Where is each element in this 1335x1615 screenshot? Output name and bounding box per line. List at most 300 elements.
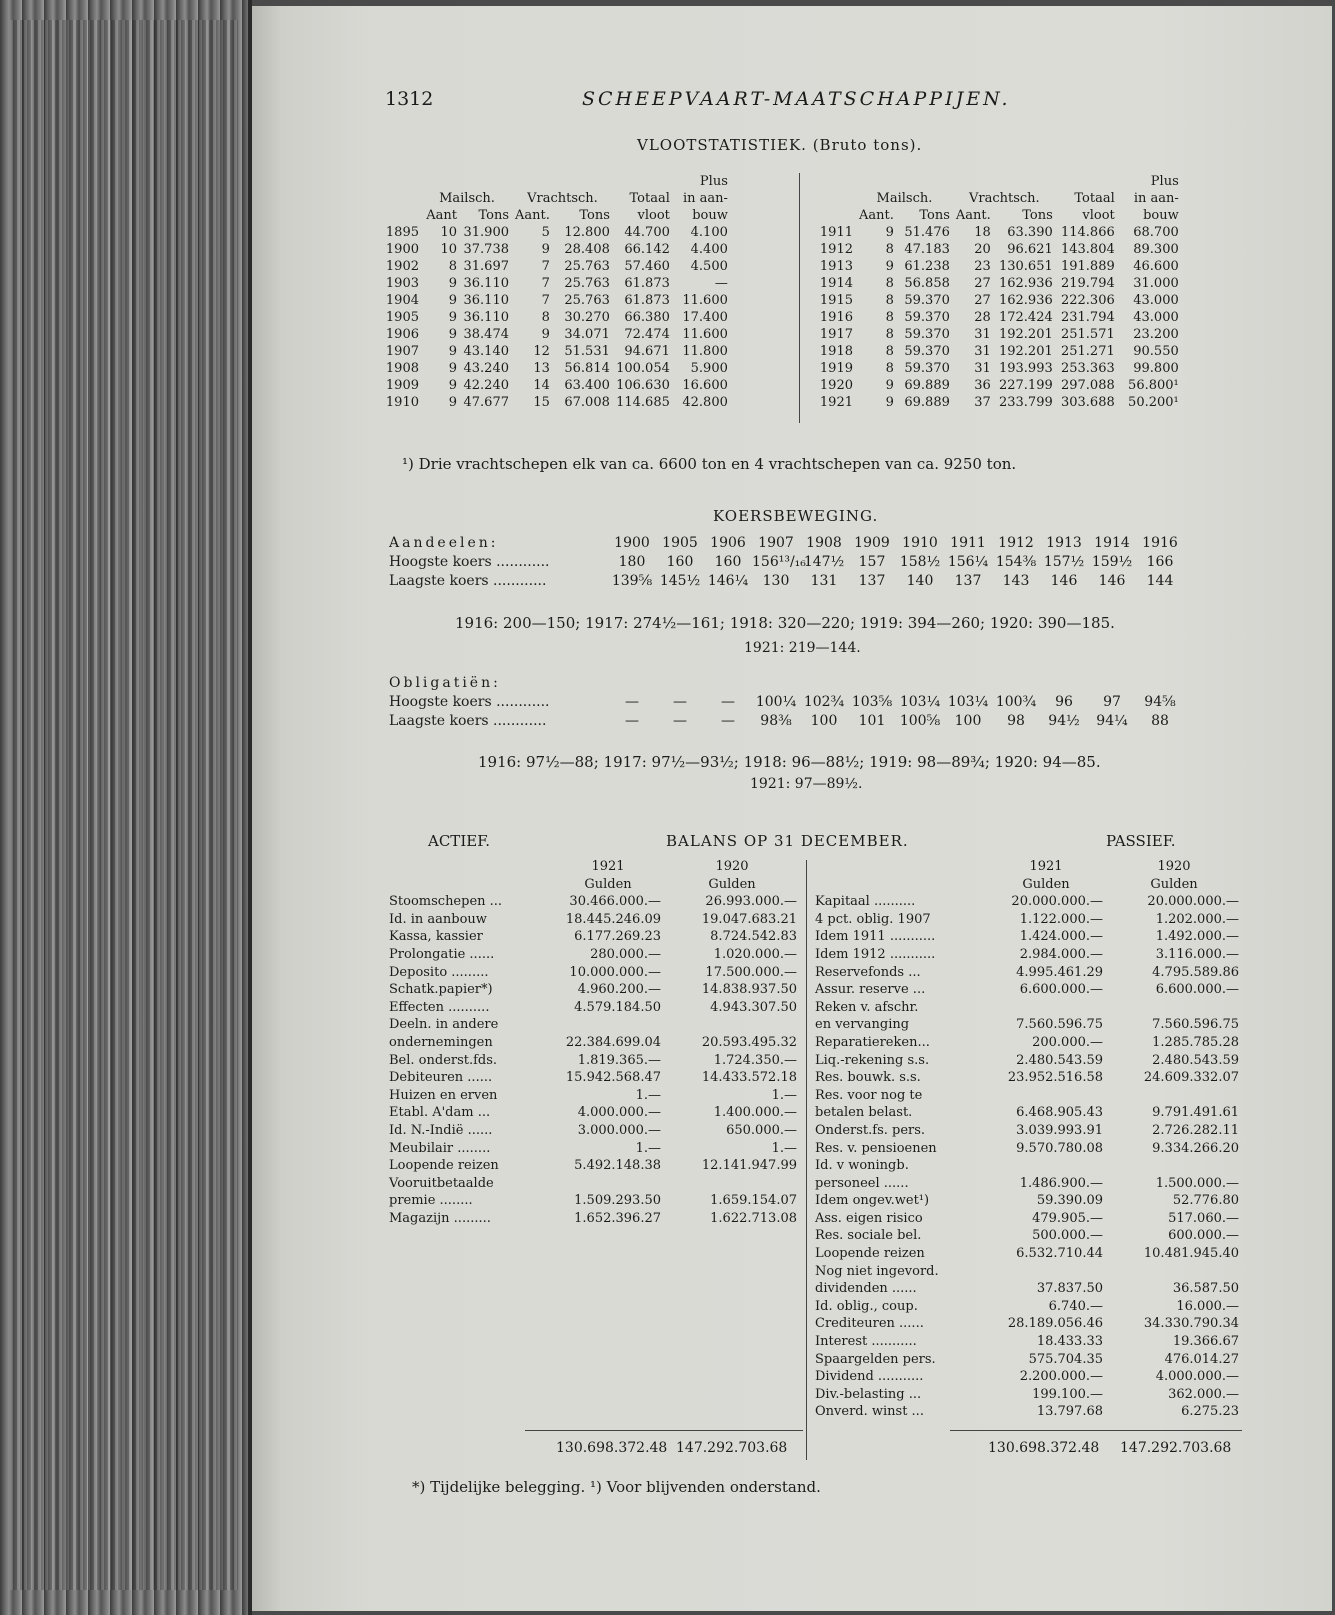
vloot-header-row: Mailsch. Vrachtsch. Totaal in aan- xyxy=(439,191,728,206)
vloot-row xyxy=(382,241,731,258)
passief-row xyxy=(812,1104,1242,1122)
actief-row xyxy=(386,1122,800,1140)
vloot-row xyxy=(812,241,1182,258)
value-cell: 51.531 xyxy=(564,344,610,359)
value-cell: 9 xyxy=(885,395,894,410)
value-1921: 6.177.269.23 xyxy=(574,929,661,945)
value-1920: 19.047.683.21 xyxy=(701,911,797,927)
actief-row xyxy=(386,946,800,964)
koers-cell: 146 xyxy=(1050,573,1078,589)
value-cell: 192.201 xyxy=(998,327,1053,342)
obligatien-koers-line: 1916: 97½—88; 1917: 97½—93½; 1918: 96—88½; 1919: 98—89¾; 1920: 94—85. xyxy=(478,753,1101,771)
passief-row xyxy=(812,1069,1242,1087)
koers-title: KOERSBEWEGING. xyxy=(713,507,879,525)
koers-cell: 1914 xyxy=(1094,535,1130,551)
koers-cell: 100⅝ xyxy=(899,713,941,729)
koers-cell: — xyxy=(673,694,687,710)
actief-row xyxy=(386,1157,800,1175)
value-cell: 297.088 xyxy=(1060,378,1115,393)
koers-cell: 140 xyxy=(906,573,934,589)
vloot-header-row: Aant Tons Aant. Tons vloot bouw xyxy=(426,208,728,223)
vloot-row xyxy=(812,394,1182,411)
value-cell: 14 xyxy=(533,378,550,393)
value-cell: 59.370 xyxy=(904,361,950,376)
value-cell: 59.370 xyxy=(904,293,950,308)
vloot-row xyxy=(382,343,731,360)
passief-row xyxy=(812,946,1242,964)
koers-cell: 156¹³/₁₆ xyxy=(752,554,806,570)
obligatien-label-row xyxy=(386,674,1184,693)
value-1921: 59.390.09 xyxy=(1036,1193,1103,1209)
value-cell: 7 xyxy=(541,259,550,274)
value-1920 xyxy=(664,1016,800,1034)
actief-table xyxy=(386,858,800,1227)
value-cell: 8 xyxy=(541,310,550,325)
passief-row xyxy=(812,1175,1242,1193)
actief-row xyxy=(386,911,800,929)
vloot-header-row: Plus xyxy=(1150,174,1179,189)
koers-cell: 147½ xyxy=(803,554,845,570)
koers-cell: 96 xyxy=(1055,694,1073,710)
value-1920: 1.492.000.— xyxy=(1155,929,1239,945)
balans-label: Id. v woningb. xyxy=(815,1158,909,1174)
value-cell: 100.054 xyxy=(616,361,670,376)
value-cell: 28 xyxy=(974,310,991,325)
value-cell: 36 xyxy=(974,378,991,393)
value-cell: 36.110 xyxy=(463,293,509,308)
year-cell: 1919 xyxy=(819,361,853,376)
koers-cell: 88 xyxy=(1151,713,1169,729)
koers-cell: 144 xyxy=(1146,573,1174,589)
value-1921: 3.039.993.91 xyxy=(1016,1122,1103,1138)
balans-label: premie ........ xyxy=(389,1193,473,1209)
value-cell: 38.474 xyxy=(463,327,509,342)
value-cell: 162.936 xyxy=(998,293,1053,308)
value-1920: 1.285.785.28 xyxy=(1152,1034,1239,1050)
value-cell: 66.380 xyxy=(624,310,670,325)
balans-label: Onverd. winst ... xyxy=(815,1404,924,1420)
koers-cell: 1916 xyxy=(1142,535,1178,551)
balans-label: Div.-belasting ... xyxy=(815,1386,922,1402)
value-cell: 9 xyxy=(448,344,457,359)
passief-row xyxy=(812,1016,1242,1034)
value-cell: 9 xyxy=(541,327,550,342)
value-cell: 233.799 xyxy=(998,395,1053,410)
vloot-row xyxy=(812,326,1182,343)
value-cell: 9 xyxy=(448,310,457,325)
koers-cell: 131 xyxy=(810,573,838,589)
balans-label: Etabl. A'dam ... xyxy=(389,1105,491,1121)
value-cell: 9 xyxy=(448,327,457,342)
value-cell: 227.199 xyxy=(998,378,1053,393)
passief-row xyxy=(812,928,1242,946)
balans-label: Res. v. pensioenen xyxy=(815,1140,937,1156)
vloot-row xyxy=(812,224,1182,241)
value-cell: — xyxy=(714,276,728,291)
balans-label: Bel. onderst.fds. xyxy=(389,1052,498,1068)
vloot-row xyxy=(382,258,731,275)
obligatien-laag-row: Laagste koers ............ — — — 98⅜ 100 101 100⅝ 100 98 94½ 94¼ 88 xyxy=(386,712,1184,731)
koers-cell: 103¼ xyxy=(899,694,941,710)
value-cell: 8 xyxy=(885,276,894,291)
value-1920: 3.116.000.— xyxy=(1155,946,1239,962)
value-cell: 37.738 xyxy=(463,242,509,257)
value-cell: 9 xyxy=(448,293,457,308)
obligatien-table xyxy=(386,674,1184,731)
vloot-header-row: Aant. Tons Aant. Tons vloot bouw xyxy=(859,208,1179,223)
value-1920: 1.400.000.— xyxy=(713,1105,797,1121)
koers-cell: 154⅜ xyxy=(995,554,1037,570)
value-1921: 7.560.596.75 xyxy=(1016,1017,1103,1033)
value-1921: 1.509.293.50 xyxy=(574,1193,661,1209)
value-cell: 15 xyxy=(533,395,550,410)
actief-row xyxy=(386,981,800,999)
value-cell: 11.600 xyxy=(682,293,728,308)
passief-row xyxy=(812,1210,1242,1228)
value-1920: 12.141.947.99 xyxy=(701,1158,797,1174)
koers-cell: 139⅝ xyxy=(611,573,653,589)
year-cell: 1915 xyxy=(819,293,853,308)
value-1920: 6.275.23 xyxy=(1181,1404,1239,1420)
value-1920: 14.838.937.50 xyxy=(701,982,797,998)
koers-cell: 103⅝ xyxy=(851,694,893,710)
value-1920: 17.500.000.— xyxy=(705,964,797,980)
koers-cell: 102¾ xyxy=(803,694,845,710)
value-cell: 143.804 xyxy=(1060,242,1115,257)
koers-cell: 130 xyxy=(762,573,790,589)
value-cell: 219.794 xyxy=(1060,276,1115,291)
vloot-table-left xyxy=(382,173,731,411)
value-cell: 11.600 xyxy=(682,327,728,342)
value-cell: 51.476 xyxy=(904,225,950,240)
value-cell: 63.400 xyxy=(564,378,610,393)
vloot-header-row: Plus xyxy=(699,174,728,189)
koers-cell: 143 xyxy=(1002,573,1030,589)
value-cell: 25.763 xyxy=(564,259,610,274)
value-cell: 8 xyxy=(885,361,894,376)
value-cell: 31.000 xyxy=(1133,276,1179,291)
balans-label: 4 pct. oblig. 1907 xyxy=(815,911,931,927)
vloot-row xyxy=(812,258,1182,275)
koers-cell: 146¼ xyxy=(707,573,749,589)
value-cell: 8 xyxy=(885,242,894,257)
koers-cell: 94¼ xyxy=(1096,713,1128,729)
balans-label: Id. in aanbouw xyxy=(389,911,487,927)
vloot-row xyxy=(382,377,731,394)
value-cell: 59.370 xyxy=(904,310,950,325)
year-cell: 1903 xyxy=(385,276,419,291)
value-1921: 1.652.396.27 xyxy=(574,1210,661,1226)
koers-cell: 1911 xyxy=(950,535,986,551)
actief-row xyxy=(386,1052,800,1070)
value-cell: 10 xyxy=(440,225,457,240)
value-cell: 8 xyxy=(448,259,457,274)
balans-label: personeel ...... xyxy=(815,1175,909,1191)
value-cell: 130.651 xyxy=(998,259,1053,274)
koers-cell: 100¼ xyxy=(755,694,797,710)
book-spine xyxy=(0,0,252,1615)
actief-row xyxy=(386,1069,800,1087)
value-cell: 28.408 xyxy=(564,242,610,257)
vloot-row xyxy=(382,275,731,292)
value-1920: 6.600.000.— xyxy=(1155,982,1239,998)
value-1920: 1.724.350.— xyxy=(713,1052,797,1068)
value-1920 xyxy=(1106,999,1242,1017)
obligatien-label: Obligatiën: xyxy=(389,675,501,691)
balans-label: ondernemingen xyxy=(389,1034,493,1050)
value-cell: 12.800 xyxy=(564,225,610,240)
vloot-row xyxy=(382,394,731,411)
passief-title: PASSIEF. xyxy=(1106,832,1176,850)
koers-cell: 100 xyxy=(954,713,982,729)
value-cell: 114.866 xyxy=(1060,225,1115,240)
value-1920: 9.334.266.20 xyxy=(1152,1140,1239,1156)
value-cell: 46.600 xyxy=(1133,259,1179,274)
value-1921: 2.984.000.— xyxy=(1019,946,1103,962)
balans-label: Crediteuren ...... xyxy=(815,1316,924,1332)
value-cell: 9 xyxy=(448,361,457,376)
year-cell: 1910 xyxy=(385,395,419,410)
value-1921: 1.486.900.— xyxy=(1019,1175,1103,1191)
koers-cell: — xyxy=(721,713,735,729)
balans-label: Prolongatie ...... xyxy=(389,946,495,962)
koers-cell: 160 xyxy=(666,554,694,570)
value-cell: 114.685 xyxy=(616,395,670,410)
koers-cell: — xyxy=(673,713,687,729)
value-1920: 34.330.790.34 xyxy=(1143,1316,1239,1332)
balans-footnote: *) Tijdelijke belegging. ¹) Voor blijvenden onderstand. xyxy=(412,1478,821,1496)
value-cell: 9 xyxy=(885,225,894,240)
value-cell: 191.889 xyxy=(1060,259,1115,274)
value-1920: 20.000.000.— xyxy=(1147,894,1239,910)
value-cell: 69.889 xyxy=(904,395,950,410)
value-1921: 3.000.000.— xyxy=(577,1122,661,1138)
koers-cell: 166 xyxy=(1146,554,1174,570)
value-1921: 6.740.— xyxy=(1048,1298,1103,1314)
value-cell: 43.140 xyxy=(463,344,509,359)
value-1920: 476.014.27 xyxy=(1164,1351,1239,1367)
koers-cell: 158½ xyxy=(899,554,941,570)
balans-label: Id. N.-Indië ...... xyxy=(389,1122,493,1138)
value-1920: 19.366.67 xyxy=(1172,1334,1239,1350)
value-cell: 303.688 xyxy=(1060,395,1115,410)
koers-cell: 137 xyxy=(954,573,982,589)
page-number: 1312 xyxy=(385,88,434,110)
passief-row xyxy=(812,1333,1242,1351)
koers-cell: 156¼ xyxy=(947,554,989,570)
aandeelen-koers-line-2021: 1921: 219—144. xyxy=(744,640,861,656)
koers-cell: 1908 xyxy=(806,535,842,551)
value-cell: 43.240 xyxy=(463,361,509,376)
value-cell: 20 xyxy=(974,242,991,257)
year-cell: 1914 xyxy=(819,276,853,291)
passief-row xyxy=(812,893,1242,911)
value-cell: 251.571 xyxy=(1060,327,1115,342)
year-cell: 1913 xyxy=(819,259,853,274)
year-cell: 1905 xyxy=(385,310,419,325)
koers-cell: 94½ xyxy=(1048,713,1080,729)
vloot-row xyxy=(812,309,1182,326)
actief-year-row: 1921 1920 xyxy=(591,859,749,874)
value-cell: 25.763 xyxy=(564,276,610,291)
value-1921: 30.466.000.— xyxy=(569,894,661,910)
value-cell: 66.142 xyxy=(624,242,670,257)
value-cell: 18 xyxy=(974,225,991,240)
koers-cell: 101 xyxy=(858,713,886,729)
value-cell: 56.814 xyxy=(564,361,610,376)
value-cell: 34.071 xyxy=(564,327,610,342)
balans-label: Id. oblig., coup. xyxy=(815,1298,918,1314)
aandeelen-hoog-row: Hoogste koers ............ 180 160 160 156¹³/₁₆ 147½ 157 158½ 156¼ 154⅜ 157½ 159½ 166 xyxy=(386,553,1184,572)
balans-label: Ass. eigen risico xyxy=(815,1210,923,1226)
value-1920: 36.587.50 xyxy=(1172,1281,1239,1297)
value-cell: 172.424 xyxy=(998,310,1053,325)
value-cell: 31.900 xyxy=(463,225,509,240)
koers-cell: 137 xyxy=(858,573,886,589)
value-cell: 47.677 xyxy=(463,395,509,410)
value-1921: 200.000.— xyxy=(1032,1034,1103,1050)
aandeelen-table xyxy=(386,534,1184,591)
value-cell: 89.300 xyxy=(1133,242,1179,257)
koers-cell: 1900 xyxy=(614,535,650,551)
year-cell: 1895 xyxy=(385,225,419,240)
value-1920: 10.481.945.40 xyxy=(1143,1246,1239,1262)
value-1921: 575.704.35 xyxy=(1028,1351,1103,1367)
value-cell: 50.200¹ xyxy=(1128,395,1179,410)
value-1921: 479.905.— xyxy=(1032,1210,1103,1226)
actief-row xyxy=(386,1140,800,1158)
actief-row xyxy=(386,893,800,911)
koers-cell: 1912 xyxy=(998,535,1034,551)
value-1921: 18.433.33 xyxy=(1036,1334,1103,1350)
year-cell: 1909 xyxy=(385,378,419,393)
obligatien-koers-line-2021: 1921: 97—89½. xyxy=(750,776,863,792)
value-cell: 9 xyxy=(885,259,894,274)
passief-total-1921: 130.698.372.48 xyxy=(988,1440,1100,1456)
value-cell: 27 xyxy=(974,293,991,308)
koers-cell: 146 xyxy=(1098,573,1126,589)
actief-title: ACTIEF. xyxy=(428,832,491,850)
balans-label: Idem ongev.wet¹) xyxy=(815,1193,930,1209)
balans-label: Loopende reizen xyxy=(389,1158,499,1174)
passief-row xyxy=(812,1245,1242,1263)
value-1921: 1.424.000.— xyxy=(1019,929,1103,945)
value-1920: 362.000.— xyxy=(1168,1386,1239,1402)
value-1920: 600.000.— xyxy=(1168,1228,1239,1244)
balans-label: Huizen en erven xyxy=(389,1087,498,1103)
vloot-table-right xyxy=(812,173,1182,411)
passief-row xyxy=(812,1087,1242,1105)
value-cell: 16.600 xyxy=(682,378,728,393)
year-cell: 1900 xyxy=(385,242,419,257)
vloot-row xyxy=(382,309,731,326)
value-cell: 231.794 xyxy=(1060,310,1115,325)
koers-cell: 180 xyxy=(618,554,646,570)
balans-label: Magazijn ......... xyxy=(389,1210,491,1226)
passief-row xyxy=(812,1122,1242,1140)
koers-cell: 159½ xyxy=(1091,554,1133,570)
value-cell: 7 xyxy=(541,293,550,308)
value-cell: 31 xyxy=(974,361,991,376)
vloot-footnote: ¹) Drie vrachtschepen elk van ca. 6600 ton en 4 vrachtschepen van ca. 9250 ton. xyxy=(402,455,1017,473)
koers-cell: 1906 xyxy=(710,535,746,551)
value-cell: 193.993 xyxy=(998,361,1053,376)
koers-cell: — xyxy=(625,713,639,729)
balans-label: Vooruitbetaalde xyxy=(389,1175,494,1191)
value-cell: 25.763 xyxy=(564,293,610,308)
value-1921 xyxy=(986,1157,1106,1175)
value-1921: 28.189.056.46 xyxy=(1007,1316,1103,1332)
value-cell: 68.700 xyxy=(1133,225,1179,240)
value-1921: 1.— xyxy=(635,1140,661,1156)
obligatien-hoog-row: Hoogste koers ............ — — — 100¼ 102¾ 103⅝ 103¼ 103¼ 100¾ 96 97 94⅝ xyxy=(386,693,1184,712)
koers-cell: 98⅜ xyxy=(760,713,792,729)
passief-row xyxy=(812,1052,1242,1070)
actief-unit-row: Gulden Gulden xyxy=(584,876,756,892)
value-cell: 72.474 xyxy=(624,327,670,342)
value-1921: 199.100.— xyxy=(1032,1386,1103,1402)
value-cell: 56.800¹ xyxy=(1128,378,1179,393)
value-cell: 30.270 xyxy=(564,310,610,325)
value-1921: 280.000.— xyxy=(590,946,661,962)
value-cell: 44.700 xyxy=(624,225,670,240)
value-1920: 2.726.282.11 xyxy=(1152,1122,1239,1138)
passief-year-row: 1921 1920 xyxy=(1029,859,1191,874)
aandeelen-koers-line: 1916: 200—150; 1917: 274½—161; 1918: 320—220; 1919: 394—260; 1920: 390—185. xyxy=(455,614,1115,632)
value-cell: 37 xyxy=(974,395,991,410)
value-1920: 1.500.000.— xyxy=(1155,1175,1239,1191)
value-1920: 4.795.589.86 xyxy=(1152,964,1239,980)
balans-label: Spaargelden pers. xyxy=(815,1351,936,1367)
value-1921: 9.570.780.08 xyxy=(1016,1140,1103,1156)
value-1921: 13.797.68 xyxy=(1036,1404,1103,1420)
value-1920: 26.993.000.— xyxy=(705,894,797,910)
value-cell: 8 xyxy=(885,327,894,342)
value-cell: 9 xyxy=(448,395,457,410)
aandeelen-label: Aandeelen: xyxy=(389,535,499,551)
passief-row xyxy=(812,964,1242,982)
actief-row xyxy=(386,964,800,982)
value-cell: 36.110 xyxy=(463,310,509,325)
value-1921: 37.837.50 xyxy=(1036,1281,1103,1297)
actief-row xyxy=(386,928,800,946)
balans-label: Reken v. afschr. xyxy=(815,999,919,1015)
value-1920 xyxy=(664,1175,800,1193)
value-1920: 16.000.— xyxy=(1176,1298,1239,1314)
value-cell: 17.400 xyxy=(682,310,728,325)
actief-row xyxy=(386,1034,800,1052)
balans-label: en vervanging xyxy=(815,1017,910,1033)
value-cell: 43.000 xyxy=(1133,293,1179,308)
value-cell: 12 xyxy=(533,344,550,359)
value-cell: 9 xyxy=(885,378,894,393)
koers-cell: 100¾ xyxy=(995,694,1037,710)
koers-cell: 100 xyxy=(810,713,838,729)
actief-total-1920: 147.292.703.68 xyxy=(676,1440,788,1456)
value-1921: 1.122.000.— xyxy=(1019,911,1103,927)
balans-label: Res. sociale bel. xyxy=(815,1228,922,1244)
vloot-divider xyxy=(799,173,800,423)
passief-row xyxy=(812,1280,1242,1298)
value-cell: 8 xyxy=(885,344,894,359)
value-1921: 4.995.461.29 xyxy=(1016,964,1103,980)
value-cell: 10 xyxy=(440,242,457,257)
value-1920: 4.000.000.— xyxy=(1155,1369,1239,1385)
actief-row xyxy=(386,1016,800,1034)
koers-cell: 98 xyxy=(1007,713,1025,729)
value-1920: 52.776.80 xyxy=(1172,1193,1239,1209)
value-cell: 69.889 xyxy=(904,378,950,393)
